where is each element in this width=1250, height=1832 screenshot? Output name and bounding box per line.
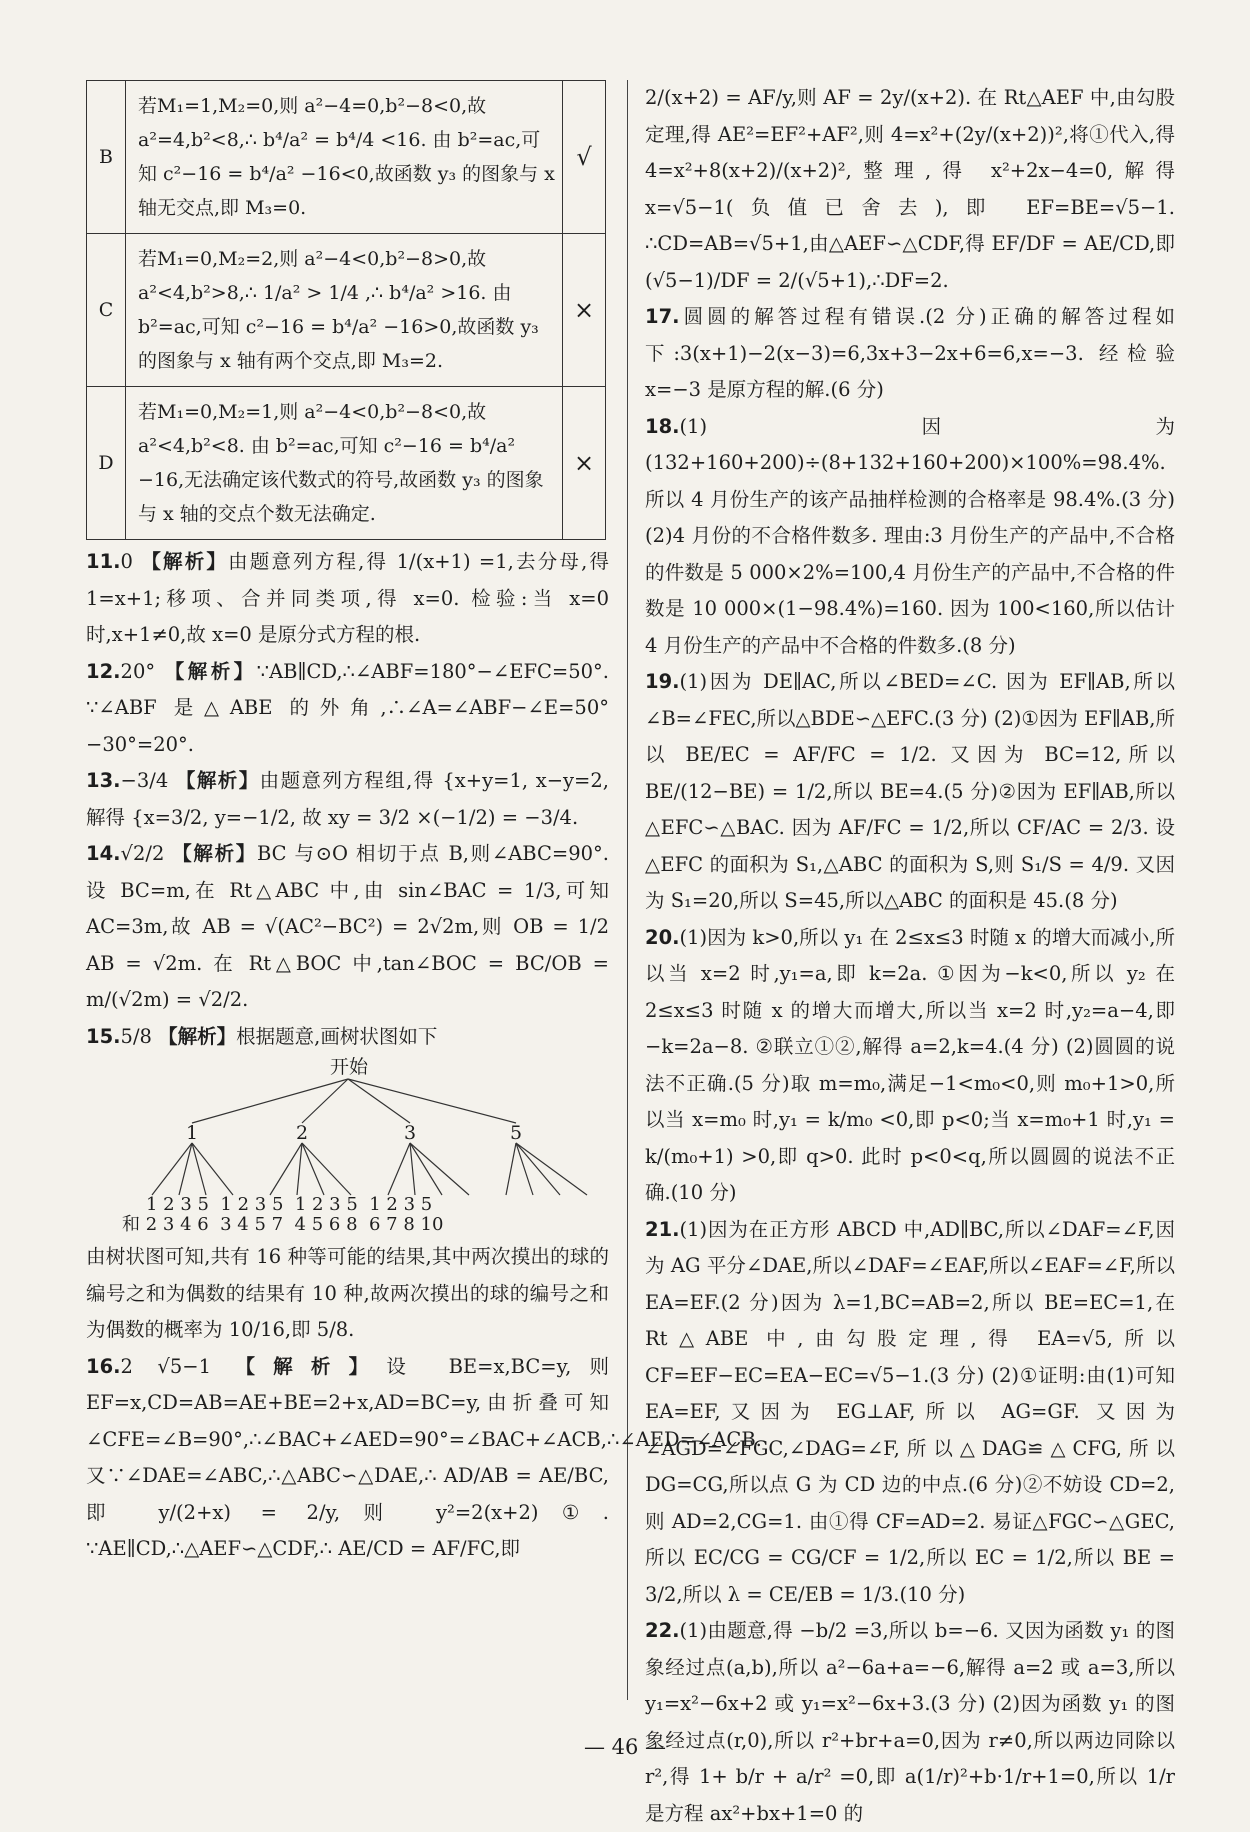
tree-branch [516,1143,560,1195]
page-number: — 46 — [583,1735,667,1759]
option-text: 若M₁=1,M₂=0,则 a²−4=0,b²−8<0,故 a²=4,b²<8,∴ b⁴/a² = b⁴/4 <16. 由 b²=ac,可知 c²−16 = b⁴/a² −16<0,故函数 y₃ 的图象与 x 轴无交点,即 M₃=0. [126,81,563,234]
option-row [87,81,606,234]
answer-item [645,299,1175,409]
answer-text: (1)因为(132+160+200)÷(8+132+160+200)×100%=98.4%. 所以 4 月份生产的该产品抽样检测的合格率是 98.4%.(3 分) (2)4 月份的不合格件数多. 理由:3 月份生产的产品中,不合格的件数是 5 000×2%=100,4 月份生产的产品中,不合格的件数是 10 000×(1−98.4%)=160. 因为 100<160,所以估计 4 月份生产的产品中不合格的件数多.(8 分) [645,414,1175,657]
question-number: 17. [645,305,680,328]
option-row [87,387,606,540]
tree-lines [86,1057,606,1197]
tree-branch [302,1143,324,1195]
right-answers [645,80,1175,1832]
answer-item [645,1613,1175,1832]
answer-item [86,836,609,1019]
option-row [87,234,606,387]
option-key: D [87,387,126,540]
option-key: B [87,81,126,234]
right-column [645,80,1175,1832]
answer-text: 圆圆的解答过程有错误.(2 分)正确的解答过程如下:3(x+1)−2(x−3)=6,3x+3−2x+6=6,x=−3. 经检验 x=−3 是原方程的解.(6 分) [645,305,1175,401]
analysis-tag: 【解析】 [172,842,257,865]
answer-item [645,409,1175,665]
option-text: 若M₁=0,M₂=1,则 a²−4<0,b²−8<0,故 a²<4,b²<8. 由 b²=ac,可知 c²−16 = b⁴/a² −16,无法确定该代数式的符号,故函数 y₃ 的图象与 x 轴的交点个数无法确定. [126,387,563,540]
question-number: 22. [645,1619,680,1642]
answer-text: BC 与⊙O 相切于点 B,则∠ABC=90°. 设 BC=m,在 Rt△ABC 中,由 sin∠BAC = 1/3,可知 AC=3m,故 AB = √(AC²−BC²) = 2√2m,则 OB = 1/2 AB = √2m. 在 Rt△BOC 中,tan∠BOC = BC/OB = m/(√2m) = √2/2. [86,842,609,1011]
answer-item [86,1019,609,1056]
tree-node-1: 1 [186,1122,199,1144]
tree-node-5: 5 [510,1122,523,1144]
answer-item [86,544,609,654]
question-number: 16. [86,1354,121,1378]
question-number: 13. [86,769,121,792]
option-key: C [87,234,126,387]
column-divider [627,80,628,1700]
options-table [86,80,606,540]
answer-text: (1)因为 DE∥AC,所以∠BED=∠C. 因为 EF∥AB,所以∠B=∠FEC,所以△BDE∽△EFC.(3 分) (2)①因为 EF∥AB,所以 BE/EC = AF/FC = 1/2. 又因为 BC=12,所以 BE/(12−BE) = 1/2,所以 BE=4.(5 分)②因为 EF∥AB,所以△EFC∽△BAC. 因为 AF/FC = 1/2,所以 CF/AC = 2/3. 设△EFC 的面积为 S₁,△ABC 的面积为 S,则 S₁/S = 4/9. 又因为 S₁=20,所以 S=45,所以△ABC 的面积是 45.(8 分) [645,670,1175,912]
question-number: 11. [86,550,121,573]
answer-text: 根据题意,画树状图如下 [236,1024,438,1048]
answer-text: 2/(x+2) = AF/y,则 AF = 2y/(x+2). 在 Rt△AEF 中,由勾股定理,得 AE²=EF²+AF²,则 4=x²+(2y/(x+2))²,将①代入,得 4=x²+8(x+2)/(x+2)²,整理,得 x²+2x−4=0,解得 x=√5−1(负值已舍去),即 EF=BE=√5−1. ∴CD=AB=√5+1,由△AEF∽△CDF,得 EF/DF = AE/CD,即 (√5−1)/DF = 2/(√5+1),∴DF=2. [645,86,1175,292]
question-number: 21. [645,1217,680,1241]
option-text: 若M₁=0,M₂=2,则 a²−4<0,b²−8>0,故 a²<4,b²>8,∴ 1/a² > 1/4 ,∴ b⁴/a² >16. 由 b²=ac,可知 c²−16 = b⁴/a² −16>0,故函数 y₃ 的图象与 x 轴有两个交点,即 M₃=2. [126,234,563,387]
tree-branch [192,1143,233,1195]
answer-item [645,1212,1175,1614]
tree-diagram [86,1057,606,1207]
question-number: 20. [645,925,680,949]
left-answers-after-tree [86,1239,762,1568]
tree-branch [348,1079,410,1123]
answer-text: (1)因为在正方形 ABCD 中,AD∥BC,所以∠DAF=∠F,因为 AG 平分∠DAE,所以∠DAF=∠EAF,所以∠EAF=∠F,所以 EA=EF.(2 分)因为 λ=1,BC=AB=2,所以 BE=EC=1,在 Rt△ABE 中,由勾股定理,得 EA=√5,所以 CF=EF−EC=EA−EC=√5−1.(3 分) (2)①证明:由(1)可知 EA=EF,又因为 EG⊥AF,所以 AG=GF. 又因为∠AGD=∠FGC,∠DAG=∠F,所以△DAG≌△CFG,所以 DG=CG,所以点 G 为 CD 边的中点.(6 分)②不妨设 CD=2,则 AD=2,CG=1. 由①得 CF=AD=2. 易证△FGC∽△GEC,所以 EC/CG = CG/CF = 1/2,所以 EC = 1/2,所以 BE = 3/2,所以 λ = CE/EB = 1/3.(10 分) [645,1217,1175,1606]
answer-value: √2/2 [120,842,165,865]
answer-value: 20° [120,659,156,683]
question-number: 12. [86,659,121,683]
question-number: 14. [86,842,121,865]
tree-branch [192,1143,206,1195]
tree-root-label: 开始 [330,1056,369,1078]
tree-sum-row: 和 2 3 4 6 3 4 5 7 4 5 6 8 6 7 8 10 [122,1214,444,1235]
tree-node-3: 3 [404,1122,417,1144]
tree-branch [516,1143,533,1195]
answer-value: 0 [120,550,133,573]
answer-value: 5/8 [120,1024,152,1048]
option-mark: × [563,387,606,540]
analysis-tag: 【解析】 [158,1024,237,1048]
answer-item [86,654,609,764]
left-answers [86,544,609,1055]
tree-leaf-rows [86,1195,609,1239]
answer-item [645,920,1175,1212]
answer-value: −3/4 [120,769,169,792]
tree-branch [506,1143,516,1195]
tree-branch [410,1143,469,1195]
analysis-tag: 【解析】 [175,769,260,792]
answer-text: (1)因为 k>0,所以 y₁ 在 2≤x≤3 时随 x 的增大而减小,所以当 x=2 时,y₁=a,即 k=2a. ①因为−k<0,所以 y₂ 在 2≤x≤3 时随 x 的增大而增大,所以当 x=2 时,y₂=a−4,即−k=2a−8. ②联立①②,解得 a=2,k=4.(4 分) (2)圆圆的说法不正确.(5 分)取 m=m₀,满足−1<m₀<0,则 m₀+1>0,所以当 x=m₀ 时,y₁ = k/m₀ <0,即 p<0;当 x=m₀+1 时,y₁ = k/(m₀+1) >0,即 q>0. 此时 p<0<q,所以圆圆的说法不正确.(10 分) [645,925,1175,1204]
answer-item [86,763,609,836]
question-number: 19. [645,670,680,693]
analysis-tag: 【解析】 [164,659,257,683]
question-number: 18. [645,414,680,438]
tree-node-2: 2 [296,1122,309,1144]
analysis-tag: 【解析】 [235,1354,387,1378]
tree-branch [302,1143,351,1195]
answer-item [645,80,1175,299]
option-mark: × [563,234,606,387]
answer-text: ∵AB∥CD,∴∠ABF=180°−∠EFC=50°. ∵∠ABF 是△ABE 的外角,∴∠A=∠ABF−∠E=50°−30°=20°. [86,659,609,756]
answer-value: 2 √5−1 [120,1354,211,1378]
question-number: 15. [86,1024,121,1048]
answer-item [86,1349,762,1568]
option-mark: √ [563,81,606,234]
answer-text: 由题意列方程,得 1/(x+1) =1,去分母,得 1=x+1;移项、合并同类项,得 x=0. 检验:当 x=0 时,x+1≠0,故 x=0 是原分式方程的根. [86,550,609,646]
answer-item [645,664,1175,920]
answer-text: 由树状图可知,共有 16 种等可能的结果,其中两次摸出的球的编号之和为偶数的结果有 10 种,故两次摸出的球的编号之和为偶数的概率为 10/16,即 5/8. [86,1245,609,1341]
tree-leaf-row: 1 2 3 5 1 2 3 5 1 2 3 5 1 2 3 5 [146,1194,433,1215]
answer-item [86,1239,609,1349]
tree-branch [516,1143,587,1195]
answer-text: 由题意列方程组,得 {x+y=1, x−y=2, 解得 {x=3/2, y=−1/2, 故 xy = 3/2 ×(−1/2) = −3/4. [86,769,609,829]
tree-branch [348,1079,516,1123]
answer-text: (1)由题意,得 −b/2 =3,所以 b=−6. 又因为函数 y₁ 的图象经过点(a,b),所以 a²−6a+a=−6,解得 a=2 或 a=3,所以 y₁=x²−6x+2 或 y₁=x²−6x+3.(3 分) (2)因为函数 y₁ 的图象经过点(r,0),所以 r²+br+a=0,因为 r≠0,所以两边同除以 r²,得 1+ b/r + a/r² =0,即 a(1/r)²+b·1/r+1=0,所以 1/r 是方程 ax²+bx+1=0 的 [645,1619,1175,1825]
answer-text: 设 BE=x,BC=y,则 EF=x,CD=AB=AE+BE=2+x,AD=BC=y,由折叠可知∠CFE=∠B=90°,∴∠BAC+∠AED=90°=∠BAC+∠ACB,∴∠AED=∠ACB. 又∵∠DAE=∠ABC,∴△ABC∽△DAE,∴ AD/AB = AE/BC,即 y/(2+x) = 2/y,则 y²=2(x+2)①. ∵AE∥CD,∴△AEF∽△CDF,∴ AE/CD = AF/FC,即 [86,1354,762,1560]
tree-branch [388,1143,410,1195]
analysis-tag: 【解析】 [141,550,229,573]
